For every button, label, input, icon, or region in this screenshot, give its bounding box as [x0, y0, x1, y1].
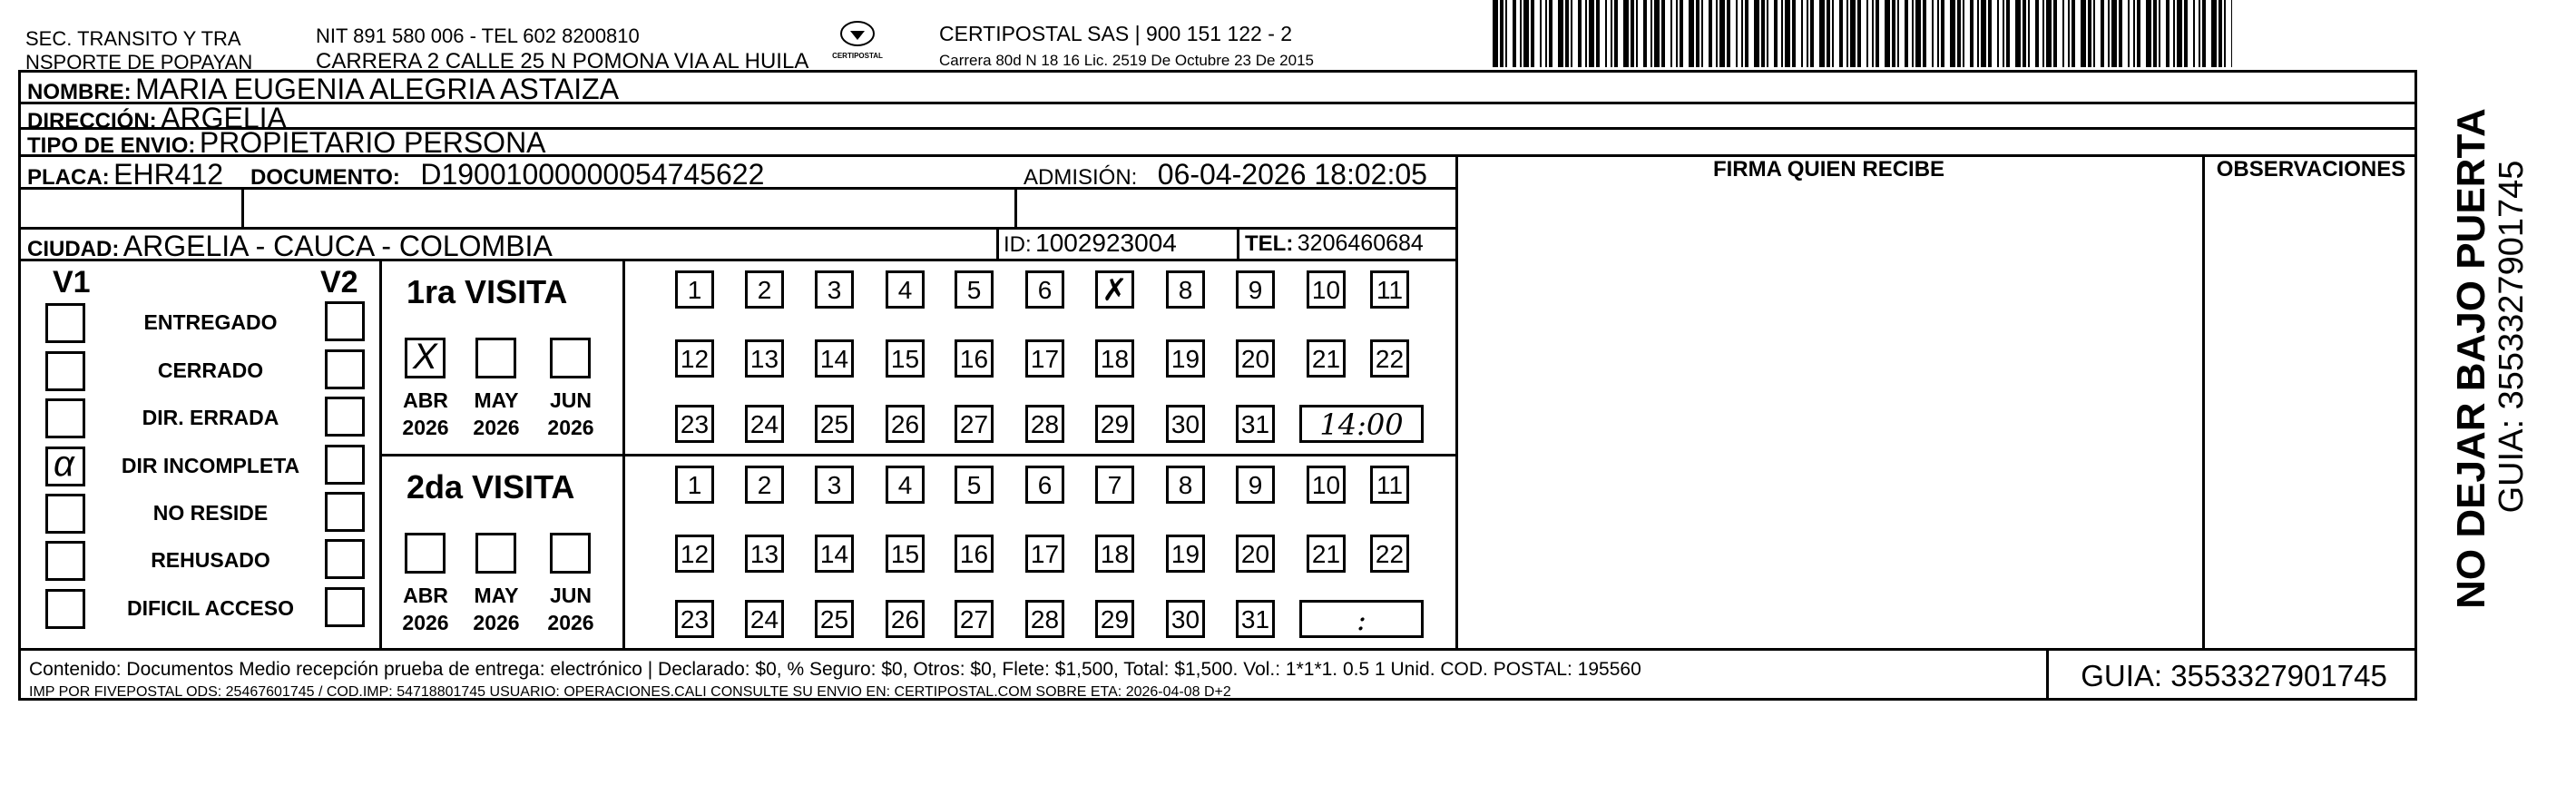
- barcode-bar: [1866, 0, 1868, 67]
- barcode-bar: [1643, 0, 1647, 67]
- barcode-bar: [2111, 0, 2117, 67]
- month-name: ABR: [403, 584, 448, 607]
- v1-checkbox[interactable]: [45, 541, 85, 581]
- reason-label: CERRADO: [157, 358, 264, 382]
- barcode-bar: [1578, 0, 1582, 67]
- day-box[interactable]: 20: [1236, 339, 1275, 378]
- barcode-bar: [2028, 0, 2030, 67]
- signature-area[interactable]: [1461, 189, 2198, 643]
- firma-header: FIRMA QUIEN RECIBE: [1712, 157, 1945, 182]
- day-box[interactable]: 12: [675, 535, 714, 573]
- month-label: [389, 388, 462, 442]
- barcode-bar: [1701, 0, 1703, 67]
- day-box[interactable]: 10: [1307, 270, 1346, 309]
- barcode-bar: [1767, 0, 1768, 67]
- day-box[interactable]: 25: [815, 405, 854, 443]
- barcode-bar: [1585, 0, 1587, 67]
- barcode-bar: [1981, 0, 1986, 67]
- admision-row: [1024, 160, 1427, 189]
- v1-checkbox[interactable]: [45, 589, 85, 629]
- barcode-bar: [1941, 0, 1944, 67]
- barcode-bar: [1545, 0, 1547, 67]
- day-box[interactable]: 5: [955, 270, 994, 309]
- v2-checkbox[interactable]: [325, 397, 365, 437]
- barcode-bar: [1736, 0, 1738, 67]
- day-box[interactable]: 29: [1095, 600, 1134, 638]
- barcode-bar: [1988, 0, 1992, 67]
- logo-icon: [839, 20, 876, 47]
- barcode-bar: [1792, 0, 1796, 67]
- barcode-bar: [2119, 0, 2122, 67]
- side-warning: NO DEJAR BAJO PUERTA: [2449, 108, 2493, 609]
- direccion-label: DIRECCIÓN:: [27, 109, 157, 133]
- barcode-bar: [1819, 0, 1825, 67]
- barcode-bar: [1915, 0, 1921, 67]
- barcode-bar: [1937, 0, 1939, 67]
- barcode-bar: [1827, 0, 1830, 67]
- barcode-bar: [2046, 0, 2052, 67]
- barcode-bar: [1523, 0, 1529, 67]
- barcode-bar: [2153, 0, 2157, 67]
- day-box[interactable]: 2: [745, 270, 784, 309]
- day-box[interactable]: 13: [745, 339, 784, 378]
- month-label: [534, 583, 607, 637]
- barcode-bar: [1696, 0, 1699, 67]
- barcode-bar: [1614, 0, 1618, 67]
- day-box[interactable]: 21: [1307, 339, 1346, 378]
- barcode-bar: [2023, 0, 2026, 67]
- barcode-bar: [2199, 0, 2200, 67]
- day-box[interactable]: 17: [1025, 535, 1064, 573]
- month-year: 2026: [547, 610, 594, 634]
- day-box[interactable]: 23: [675, 600, 714, 638]
- time-value: :: [1357, 603, 1366, 637]
- month-checkbox[interactable]: [475, 533, 516, 574]
- ciudad-value: ARGELIA - CAUCA - COLOMBIA: [122, 230, 553, 262]
- ciudad-row: [27, 231, 553, 260]
- sender-line-1: SEC. TRANSITO Y TRA: [25, 27, 241, 50]
- barcode-bar: [2177, 0, 2182, 67]
- day-box[interactable]: 9: [1236, 270, 1275, 309]
- barcode-bar: [1500, 0, 1503, 67]
- month-label: [389, 583, 462, 637]
- day-box[interactable]: 24: [745, 600, 784, 638]
- day-box[interactable]: 26: [886, 600, 925, 638]
- sender-address-line: CARRERA 2 CALLE 25 N POMONA VIA AL HUILA: [316, 49, 809, 74]
- v1-checkbox[interactable]: [45, 494, 85, 534]
- barcode-bar: [2015, 0, 2021, 67]
- barcode-bar: [1857, 0, 1861, 67]
- day-box[interactable]: 17: [1025, 339, 1064, 378]
- day-box[interactable]: 29: [1095, 405, 1134, 443]
- barcode-bar: [1892, 0, 1895, 67]
- barcode-bar: [1689, 0, 1694, 67]
- month-name: JUN: [549, 584, 592, 607]
- month-label: [460, 388, 533, 442]
- v2-checkbox[interactable]: [325, 587, 365, 627]
- day-box[interactable]: 5: [955, 466, 994, 504]
- barcode-bar: [1605, 0, 1607, 67]
- barcode-bar: [1905, 0, 1908, 67]
- observaciones-area[interactable]: [2208, 189, 2413, 643]
- month-label: [534, 388, 607, 442]
- tipo-envio-row: [27, 128, 546, 157]
- day-box[interactable]: 6: [1025, 466, 1064, 504]
- barcode-bar: [1716, 0, 1718, 67]
- day-box[interactable]: 8: [1166, 270, 1205, 309]
- barcode-bar: [1885, 0, 1890, 67]
- day-box[interactable]: 15: [886, 535, 925, 573]
- day-box[interactable]: [1095, 270, 1134, 309]
- barcode-bar: [1846, 0, 1848, 67]
- day-box[interactable]: 12: [675, 339, 714, 378]
- day-box[interactable]: 4: [886, 270, 925, 309]
- month-year: 2026: [473, 415, 520, 439]
- barcode-bar: [1761, 0, 1765, 67]
- v1-checkbox[interactable]: [45, 444, 85, 486]
- day-box[interactable]: 3: [815, 466, 854, 504]
- day-box[interactable]: 19: [1166, 535, 1205, 573]
- day-box[interactable]: 7: [1095, 466, 1134, 504]
- barcode-bar: [2202, 0, 2206, 67]
- barcode-bar: [1680, 0, 1683, 67]
- barcode-bar: [1932, 0, 1934, 67]
- barcode-bar: [2166, 0, 2170, 67]
- barcode-bar: [1950, 0, 1955, 67]
- barcode-bar: [1781, 0, 1783, 67]
- barcode-bar: [2088, 0, 2091, 67]
- barcode-bar: [2128, 0, 2130, 67]
- reason-label: NO RESIDE: [152, 501, 269, 525]
- barcode-bar: [1963, 0, 1964, 67]
- barcode-bar: [1513, 0, 1516, 67]
- month-year: 2026: [473, 610, 520, 634]
- month-checkbox[interactable]: [550, 338, 591, 378]
- day-box[interactable]: 16: [955, 339, 994, 378]
- observaciones-header: OBSERVACIONES: [2216, 157, 2406, 182]
- barcode-bar: [1611, 0, 1612, 67]
- v2-checkbox[interactable]: [325, 301, 365, 341]
- reason-label: REHUSADO: [151, 548, 270, 572]
- barcode-bar: [2218, 0, 2222, 67]
- reason-label: DIR INCOMPLETA: [121, 454, 300, 477]
- barcode-bar: [1832, 0, 1834, 67]
- day-box[interactable]: 16: [955, 535, 994, 573]
- day-box[interactable]: 26: [886, 405, 925, 443]
- day-box[interactable]: 9: [1236, 466, 1275, 504]
- barcode-bar: [1596, 0, 1600, 67]
- id-label: ID:: [1004, 232, 1032, 257]
- sender-line-2: NSPORTE DE POPAYAN: [25, 51, 253, 74]
- placa-row: [27, 160, 223, 189]
- barcode-bar: [2042, 0, 2044, 67]
- reason-label: ENTREGADO: [143, 310, 278, 334]
- barcode-bar: [2062, 0, 2064, 67]
- v2-checkbox[interactable]: [325, 492, 365, 532]
- day-box[interactable]: 31: [1236, 405, 1275, 443]
- month-name: MAY: [474, 584, 519, 607]
- nit-line: NIT 891 580 006 - TEL 602 8200810: [316, 25, 640, 47]
- barcode-bar: [1540, 0, 1542, 67]
- day-box[interactable]: 11: [1370, 270, 1409, 309]
- barcode-bar: [1493, 0, 1498, 67]
- admision-value: 06-04-2026 18:02:05: [1157, 158, 1427, 191]
- barcode-bar: [1810, 0, 1814, 67]
- barcode-bar: [1719, 0, 1725, 67]
- barcode-bar: [1754, 0, 1759, 67]
- time-field[interactable]: [1299, 600, 1424, 638]
- time-value: 14:00: [1319, 407, 1404, 442]
- day-box[interactable]: 28: [1025, 405, 1064, 443]
- day-box[interactable]: 19: [1166, 339, 1205, 378]
- barcode-bar: [1897, 0, 1899, 67]
- id-row: [1004, 231, 1177, 256]
- day-box[interactable]: 27: [955, 405, 994, 443]
- barcode-bar: [1505, 0, 1507, 67]
- barcode-bar: [1709, 0, 1712, 67]
- day-box[interactable]: 18: [1095, 535, 1134, 573]
- day-box[interactable]: 27: [955, 600, 994, 638]
- barcode-bar: [2053, 0, 2057, 67]
- imp-text: IMP POR FIVEPOSTAL ODS: 25467601745 / COD.IMP: 54718801745 USUARIO: OPERACIONES.CALI CONSULTE SU ENVIO EN: CERTIPOSTAL.COM SOBRE ETA: 2026-04-08 D+2: [29, 684, 1231, 700]
- barcode-bar: [2133, 0, 2135, 67]
- v2-header: V2: [320, 265, 358, 299]
- barcode-bar: [2231, 0, 2232, 67]
- v2-checkbox[interactable]: [325, 349, 365, 389]
- tipo-envio-label: TIPO DE ENVIO:: [27, 133, 196, 158]
- license-line: Carrera 80d N 18 16 Lic. 2519 De Octubre 23 De 2015: [939, 52, 1314, 69]
- visit-title: 1ra VISITA: [406, 273, 568, 310]
- barcode-bar: [2093, 0, 2095, 67]
- sender-contact: [316, 24, 808, 74]
- barcode-bar: [1872, 0, 1874, 67]
- side-guia: GUIA: 3553327901745: [2493, 160, 2531, 514]
- barcode-bar: [1636, 0, 1638, 67]
- barcode-bar: [2193, 0, 2195, 67]
- placa-value: EHR412: [113, 158, 224, 191]
- day-box[interactable]: 14: [815, 535, 854, 573]
- barcode-bar: [2224, 0, 2226, 67]
- barcode-bar: [1531, 0, 1534, 67]
- barcode-bar: [1957, 0, 1961, 67]
- documento-row: [250, 160, 764, 189]
- day-box[interactable]: 30: [1166, 600, 1205, 638]
- company-logo: [826, 20, 889, 69]
- month-checkbox[interactable]: [405, 533, 446, 574]
- barcode-bar: [1912, 0, 1914, 67]
- barcode-bar: [1785, 0, 1790, 67]
- barcode-bar: [1670, 0, 1672, 67]
- company-info: [939, 20, 1314, 74]
- v1-check-mark: α: [54, 444, 74, 484]
- barcode-bar: [1807, 0, 1808, 67]
- documento-label: DOCUMENTO:: [250, 165, 400, 190]
- barcode-bar: [1631, 0, 1634, 67]
- visit-title: 2da VISITA: [406, 468, 575, 506]
- v1-checkbox[interactable]: [45, 351, 85, 391]
- v1-checkbox[interactable]: [45, 303, 85, 343]
- barcode-bar: [2068, 0, 2070, 67]
- barcode-bar: [1661, 0, 1665, 67]
- month-name: MAY: [474, 388, 519, 412]
- month-year: 2026: [547, 415, 594, 439]
- month-label: [460, 583, 533, 637]
- barcode-bar: [2211, 0, 2217, 67]
- contenido-text: Contenido: Documentos Medio recepción prueba de entrega: electrónico | Declarado: $0, % Seguro: $0, Otros: $0, Flete: $1,500, Total: $1,500. Vol.: 1*1*1. 0.5 1 Unid. COD. POSTAL: 195560: [29, 659, 1641, 680]
- reason-label: DIFICIL ACCESO: [126, 596, 294, 620]
- barcode-bar: [1565, 0, 1569, 67]
- barcode-bar: [2108, 0, 2110, 67]
- barcode-graphic: [1493, 0, 2232, 71]
- month-check-mark: X: [413, 337, 437, 377]
- barcode-bar: [1801, 0, 1803, 67]
- barcode-bar: [1549, 0, 1552, 67]
- barcode: [1493, 0, 2232, 71]
- day-box[interactable]: 31: [1236, 600, 1275, 638]
- v1-checkbox[interactable]: [45, 398, 85, 438]
- day-check-mark: ✗: [1102, 273, 1128, 308]
- barcode-bar: [2006, 0, 2010, 67]
- day-box[interactable]: 25: [815, 600, 854, 638]
- day-box[interactable]: 6: [1025, 270, 1064, 309]
- barcode-bar: [1977, 0, 1979, 67]
- barcode-bar: [1876, 0, 1879, 67]
- month-name: JUN: [549, 388, 592, 412]
- month-year: 2026: [402, 415, 449, 439]
- day-box[interactable]: 11: [1370, 466, 1409, 504]
- day-box[interactable]: 2: [745, 466, 784, 504]
- barcode-bar: [1923, 0, 1926, 67]
- month-year: 2026: [402, 610, 449, 634]
- day-box[interactable]: 23: [675, 405, 714, 443]
- tel-row: [1245, 232, 1424, 255]
- day-box[interactable]: 30: [1166, 405, 1205, 443]
- barcode-bar: [2003, 0, 2004, 67]
- barcode-bar: [1727, 0, 1730, 67]
- barcode-bar: [2159, 0, 2160, 67]
- guia-footer: GUIA: 3553327901745: [2081, 659, 2387, 692]
- barcode-bar: [2035, 0, 2039, 67]
- day-box[interactable]: 15: [886, 339, 925, 378]
- month-checkbox[interactable]: [405, 338, 446, 378]
- barcode-bar: [2137, 0, 2140, 67]
- placa-label: PLACA:: [27, 165, 110, 190]
- day-box[interactable]: 4: [886, 466, 925, 504]
- barcode-bar: [1997, 0, 1999, 67]
- sender-name: [25, 27, 252, 74]
- admision-label: ADMISIÓN:: [1024, 165, 1138, 190]
- day-box[interactable]: 10: [1307, 466, 1346, 504]
- barcode-bar: [1623, 0, 1629, 67]
- barcode-bar: [2072, 0, 2075, 67]
- v2-checkbox[interactable]: [325, 445, 365, 485]
- v1-header: V1: [53, 265, 91, 299]
- barcode-bar: [1850, 0, 1856, 67]
- tel-label: TEL:: [1245, 231, 1294, 256]
- barcode-bar: [1741, 0, 1743, 67]
- month-name: ABR: [403, 388, 448, 412]
- day-box[interactable]: 8: [1166, 466, 1205, 504]
- ciudad-label: CIUDAD:: [27, 237, 120, 261]
- day-box[interactable]: 3: [815, 270, 854, 309]
- barcode-bar: [1571, 0, 1572, 67]
- barcode-bar: [2146, 0, 2151, 67]
- v2-checkbox[interactable]: [325, 539, 365, 579]
- tel-value: 3206460684: [1297, 231, 1424, 256]
- day-box[interactable]: 20: [1236, 535, 1275, 573]
- barcode-bar: [2173, 0, 2175, 67]
- barcode-bar: [2081, 0, 2086, 67]
- month-checkbox[interactable]: [550, 533, 591, 574]
- day-box[interactable]: 24: [745, 405, 784, 443]
- barcode-bar: [1774, 0, 1778, 67]
- day-box[interactable]: 28: [1025, 600, 1064, 638]
- barcode-bar: [1589, 0, 1594, 67]
- barcode-bar: [1676, 0, 1678, 67]
- barcode-bar: [1520, 0, 1522, 67]
- day-box[interactable]: 13: [745, 535, 784, 573]
- day-box[interactable]: 21: [1307, 535, 1346, 573]
- nombre-row: [27, 74, 619, 103]
- nombre-label: NOMBRE:: [27, 80, 132, 104]
- barcode-bar: [1745, 0, 1748, 67]
- reason-label: DIR. ERRADA: [142, 406, 279, 429]
- id-value: 1002923004: [1035, 229, 1177, 257]
- direccion-value: ARGELIA: [161, 102, 287, 134]
- company-line: CERTIPOSTAL SAS | 900 151 122 - 2: [939, 22, 1293, 45]
- nombre-value: MARIA EUGENIA ALEGRIA ASTAIZA: [135, 73, 620, 105]
- day-box[interactable]: 18: [1095, 339, 1134, 378]
- barcode-bar: [1654, 0, 1660, 67]
- barcode-bar: [1558, 0, 1563, 67]
- barcode-bar: [1650, 0, 1652, 67]
- barcode-bar: [2101, 0, 2104, 67]
- day-box[interactable]: 22: [1370, 339, 1409, 378]
- barcode-bar: [1970, 0, 1974, 67]
- logo-text: CERTIPOSTAL: [832, 52, 883, 60]
- month-checkbox[interactable]: [475, 338, 516, 378]
- side-text: [2421, 100, 2531, 609]
- barcode-bar: [1839, 0, 1843, 67]
- documento-value: D19001000000054745622: [420, 158, 765, 191]
- day-box[interactable]: 1: [675, 270, 714, 309]
- barcode-bar: [2184, 0, 2188, 67]
- tipo-envio-value: PROPIETARIO PERSONA: [199, 126, 546, 159]
- day-box[interactable]: 22: [1370, 535, 1409, 573]
- day-box[interactable]: 1: [675, 466, 714, 504]
- day-box[interactable]: 14: [815, 339, 854, 378]
- time-field[interactable]: [1299, 405, 1424, 443]
